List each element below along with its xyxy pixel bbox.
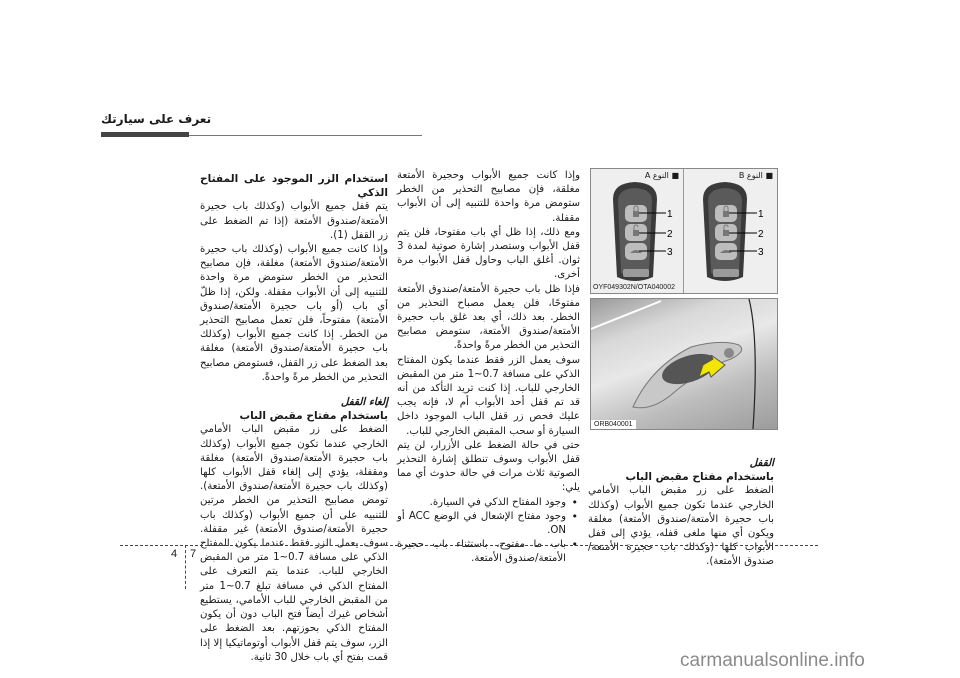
header-rule (189, 135, 422, 136)
list-item: • وجود المفتاح الذكي في السيارة. (397, 496, 566, 510)
page-number: 7 (190, 548, 197, 560)
column-left (200, 172, 388, 665)
paragraph: وإذا كانت جميع الأبواب (وكذلك باب حجيرة الأمتعة/صندوق الأمتعة) مغلقة، فإن مصابيح التحذير من الخطر ستومض مرة واحدة للتنبيه إلى أن الأبواب مقفلة. ولكن، إذا ظلّ أي باب (أو باب حجيرة الأمتعة/صندوق الأمتعة) مفتوحاً، فلن تعمل مصابيح التحذير من الخطر. إذا كانت جميع الأبواب (وكذلك باب حجيرة الأمتعة/صندوق الأمتعة) مغلقة بعد الضغط على زر القفل، فستومض مصابيح التحذير من الخطر مرةً واحدةً. (200, 244, 388, 383)
svg-text:1: 1 (758, 209, 764, 220)
heading-smartkey-button: استخدام الزر الموجود على المفتاح الذكي (200, 173, 388, 200)
paragraph: حتى في حالة الضغط على الأزرار، لن يتم قفل الأبواب وسوف تنطلق إشارة التحذير الصوتية ثلاث مرات في حالة حدوث أي مما يلي: (397, 439, 580, 494)
paragraph: فإذا ظل باب حجيرة الأمتعة/صندوق الأمتعة مفتوحًا، فلن يعمل مصباح التحذير من الخطر. بعد ذلك، أي بعد غلق باب حجيرة الأمتعة/صندوق الأمتعة، ستومض مصابيح التحذير من الخطر مرةً واحدةً. (397, 283, 580, 352)
paragraph: الضغط على زر مقبض الباب الأمامي الخارجي عندما تكون جميع الأبواب (وكذلك باب حجيرة الأمتعة/صندوق الأمتعة) مغلقة ويكون أي منها ملغى قفله، يؤدي إلى قفل الأبواب كلها (وكذلك باب حجيرة الأمتعة/صندوق الأمتعة). (588, 485, 774, 568)
paragraph: سوف يعمل الزر فقط عندما يكون المفتاح الذكي على مسافة 0.7~1 متر من المقبض الخارجي للباب. إذا كنت تريد التأكد من أنه قد تم قفل أحد الأبواب أم لا، فإنه يجب عليك فحص زر قفل الباب الموجود داخل السيارة أو سحب المقبض الخارجي للباب. (397, 354, 580, 437)
paragraph: يتم قفل جميع الأبواب (وكذلك باب حجيرة الأمتعة/صندوق الأمتعة (إذا تم الضغط على زر القفل (1). (200, 201, 388, 241)
type-b-label: ■ النوع B (738, 171, 773, 180)
key-panel-type-b (685, 169, 777, 293)
footer-divider (120, 545, 818, 546)
column-right (588, 456, 774, 570)
watermark: carmanualsonline.info (680, 650, 865, 671)
smart-key-figure (590, 168, 778, 294)
figure-code: OYF049302N/OTA040002 (593, 284, 675, 291)
svg-text:3: 3 (758, 247, 764, 258)
heading-lock: القفل (749, 457, 774, 469)
key-panel-type-a (591, 169, 684, 293)
chapter-number: 4 (171, 548, 178, 560)
column-middle (397, 169, 580, 567)
svg-text:1: 1 (667, 209, 673, 220)
subheading-door-handle: باستخدام مفتاح مقبض الباب (625, 471, 774, 484)
door-handle-illustration (591, 299, 777, 429)
smart-key-icon (685, 169, 777, 293)
condition-list (397, 496, 580, 567)
list-item: • وجود مفتاح الإشعال في الوضع ACC أو ON. (397, 510, 566, 538)
paragraph: وإذا كانت جميع الأبواب وحجيرة الأمتعة مغلقة، فإن مصابيح التحذير من الخطر ستومض مرة واحدة للتنبيه إلى أن الأبواب مقفلة. (397, 170, 580, 224)
subheading-door-handle: باستخدام مفتاح مقبض الباب (239, 410, 388, 423)
svg-text:2: 2 (667, 229, 673, 240)
page-number-divider (185, 545, 186, 589)
smart-key-icon (591, 169, 683, 293)
section-title: تعرف على سيارتك (101, 112, 212, 126)
svg-text:2: 2 (758, 229, 764, 240)
type-a-label: ■ النوع A (644, 171, 679, 180)
svg-text:3: 3 (667, 247, 673, 258)
paragraph: ومع ذلك، إذا ظل أي باب مفتوحا، فلن يتم قفل الأبواب وستصدر إشارة صوتية لمدة 3 ثوان. أغلق الباب وحاول قفل الأبواب مرة أخرى. (397, 226, 580, 281)
heading-unlock: إلغاء القفل (340, 396, 388, 409)
figure-code: ORB040001 (591, 420, 636, 429)
paragraph: الضغط على زر مقبض الباب الأمامي الخارجي عندما تكون جميع الأبواب (وكذلك باب حجيرة الأمتعة/صندوق الأمتعة) مغلقة ومقفلة، يؤدي إلى إلغاء قفل الأبواب كلها (وكذلك باب حجيرة الأمتعة/صندوق الأمتعة). تومض مصابيح التحذير من الخطر مرتين للتنبيه على أن جميع الأبواب (وكذلك باب حجيرة الأمتعة/صندوق الأمتعة) غير مقفلة. سوف يعمل الزر فقط عندما يكون المفتاح الذكي على مسافة 0.7~1 متر من المقبض الخارجي للباب. عندما يتم التعرف على المفتاح الذكي في مسافة تبلغ 0.7~1 متر من المقبض الخارجي للباب الأمامي، يستطيع أشخاص غيرك أيضاً فتح الباب دون أن يكون المفتاح الذكي بحوزتهم. بعد الضغط على الزر، سوف يتم قفل الأبواب أوتوماتيكيا إلا إذا قمت بفتح أي باب خلال 30 ثانية. (200, 424, 389, 663)
door-handle-figure (590, 298, 778, 430)
list-item: • باب ما مفتوح، باستثناء باب حجيرة الأمتعة/صندوق الأمتعة. (397, 538, 566, 566)
header-bar (101, 132, 189, 137)
